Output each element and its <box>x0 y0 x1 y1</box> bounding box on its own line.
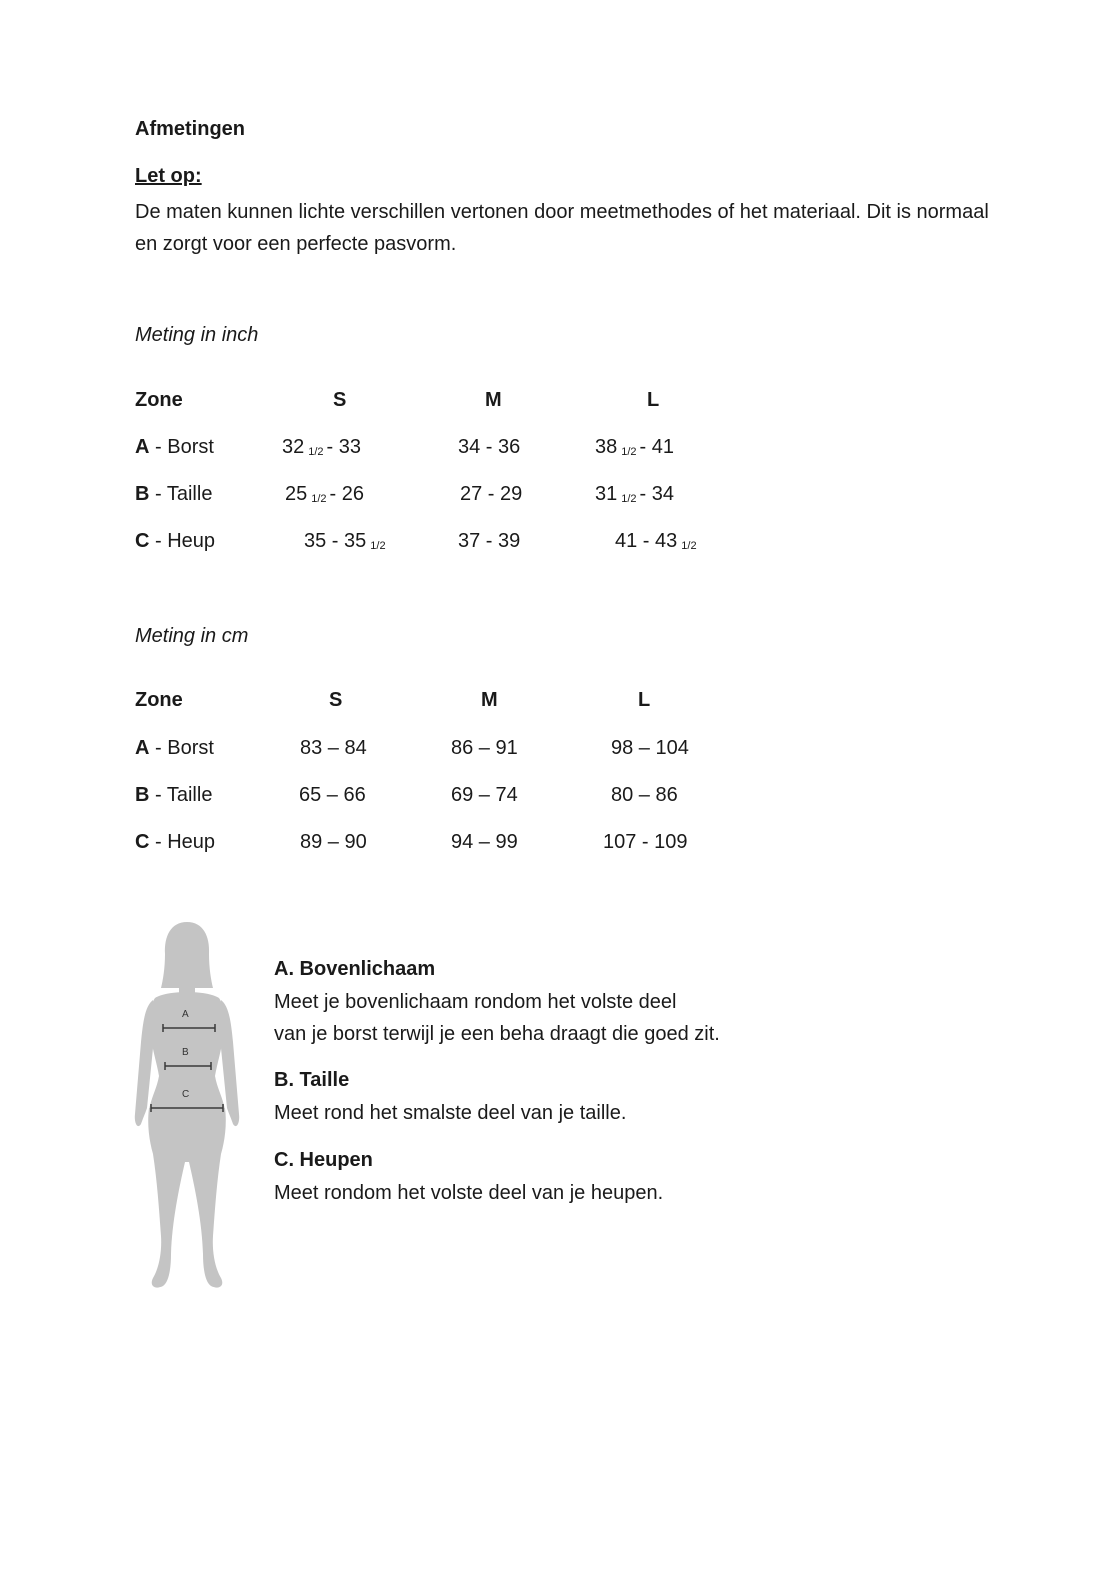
zone-name: - Taille <box>149 784 213 806</box>
inch-row-b-m: 27 - 29 <box>460 483 523 505</box>
cm-row-zone-b <box>135 784 212 807</box>
cm-row-c-l: 107 - 109 <box>603 831 688 853</box>
cm-row-a-s: 83 – 84 <box>300 737 367 759</box>
figure-label-a: A <box>182 1009 189 1020</box>
value-fraction: 1/2 <box>308 446 324 458</box>
zone-name: - Heup <box>149 530 216 552</box>
cm-row-b-l: 80 – 86 <box>611 784 678 806</box>
desc-title-a: A. Bovenlichaam <box>274 958 436 980</box>
cm-row-a-m: 86 – 91 <box>451 737 518 759</box>
inch-row-b-l <box>595 483 674 506</box>
cm-row-c-m: 94 – 99 <box>451 831 518 853</box>
value-post: - 26 <box>329 483 365 505</box>
inch-header-zone: Zone <box>135 389 183 411</box>
zone-name: - Borst <box>149 436 214 458</box>
inch-row-a-m: 34 - 36 <box>458 436 521 458</box>
value-post: - 34 <box>639 483 675 505</box>
zone-letter: A <box>135 436 150 458</box>
value-fraction: 1/2 <box>681 540 697 552</box>
desc-text-c: Meet rondom het volste deel van je heupen. <box>274 1182 664 1204</box>
desc-text-a-line2: van je borst terwijl je een beha draagt die goed zit. <box>274 1023 720 1045</box>
value-pre: 31 <box>595 483 618 505</box>
value-pre: 41 - 43 <box>615 530 678 552</box>
zone-letter: B <box>135 483 150 505</box>
cm-header-m: M <box>481 689 498 711</box>
zone-letter: C <box>135 831 150 853</box>
note-text: De maten kunnen lichte verschillen vertonen door meetmethodes of het materiaal. Dit is normaal en zorgt voor een perfecte pasvorm. <box>135 201 989 255</box>
value-post: - 33 <box>326 436 362 458</box>
inch-header-m: M <box>485 389 502 411</box>
zone-letter: B <box>135 784 150 806</box>
inch-row-a-l <box>595 436 674 459</box>
inch-header-l: L <box>647 389 660 411</box>
body-measurement-figure <box>125 918 250 1293</box>
page-title: Afmetingen <box>135 118 245 140</box>
female-silhouette-icon <box>125 918 250 1293</box>
inch-row-zone-b <box>135 483 212 506</box>
cm-row-zone-a <box>135 737 214 760</box>
value-fraction: 1/2 <box>370 540 386 552</box>
value-post: - 41 <box>639 436 675 458</box>
desc-title-b: B. Taille <box>274 1069 350 1091</box>
value-pre: 25 <box>285 483 308 505</box>
zone-name: - Heup <box>149 831 216 853</box>
value-fraction: 1/2 <box>621 446 637 458</box>
cm-row-b-m: 69 – 74 <box>451 784 518 806</box>
zone-name: - Taille <box>149 483 213 505</box>
inch-row-c-s <box>304 530 389 553</box>
value-fraction: 1/2 <box>311 493 327 505</box>
value-pre: 38 <box>595 436 618 458</box>
cm-row-b-s: 65 – 66 <box>299 784 366 806</box>
cm-header-l: L <box>638 689 651 711</box>
figure-label-c: C <box>182 1089 190 1100</box>
zone-letter: C <box>135 530 150 552</box>
inch-row-zone-c <box>135 530 215 553</box>
inch-row-b-s <box>285 483 364 506</box>
desc-title-c: C. Heupen <box>274 1149 373 1171</box>
value-pre: 35 - 35 <box>304 530 367 552</box>
inch-row-c-m: 37 - 39 <box>458 530 521 552</box>
note-label: Let op: <box>135 165 202 187</box>
inch-table-title: Meting in inch <box>135 324 259 346</box>
inch-row-c-l <box>615 530 700 553</box>
zone-name: - Borst <box>149 737 214 759</box>
cm-row-c-s: 89 – 90 <box>300 831 367 853</box>
cm-row-zone-c <box>135 831 215 854</box>
value-fraction: 1/2 <box>621 493 637 505</box>
desc-text-a <box>274 986 874 1050</box>
inch-row-zone-a <box>135 436 214 459</box>
desc-text-a-line1: Meet je bovenlichaam rondom het volste deel <box>274 991 677 1013</box>
figure-label-b: B <box>182 1047 189 1058</box>
cm-header-zone: Zone <box>135 689 183 711</box>
value-pre: 32 <box>282 436 305 458</box>
inch-header-s: S <box>333 389 347 411</box>
cm-table-title: Meting in cm <box>135 625 249 647</box>
zone-letter: A <box>135 737 150 759</box>
desc-text-b: Meet rond het smalste deel van je taille. <box>274 1102 627 1124</box>
cm-header-s: S <box>329 689 343 711</box>
inch-row-a-s <box>282 436 361 459</box>
cm-row-a-l: 98 – 104 <box>611 737 689 759</box>
